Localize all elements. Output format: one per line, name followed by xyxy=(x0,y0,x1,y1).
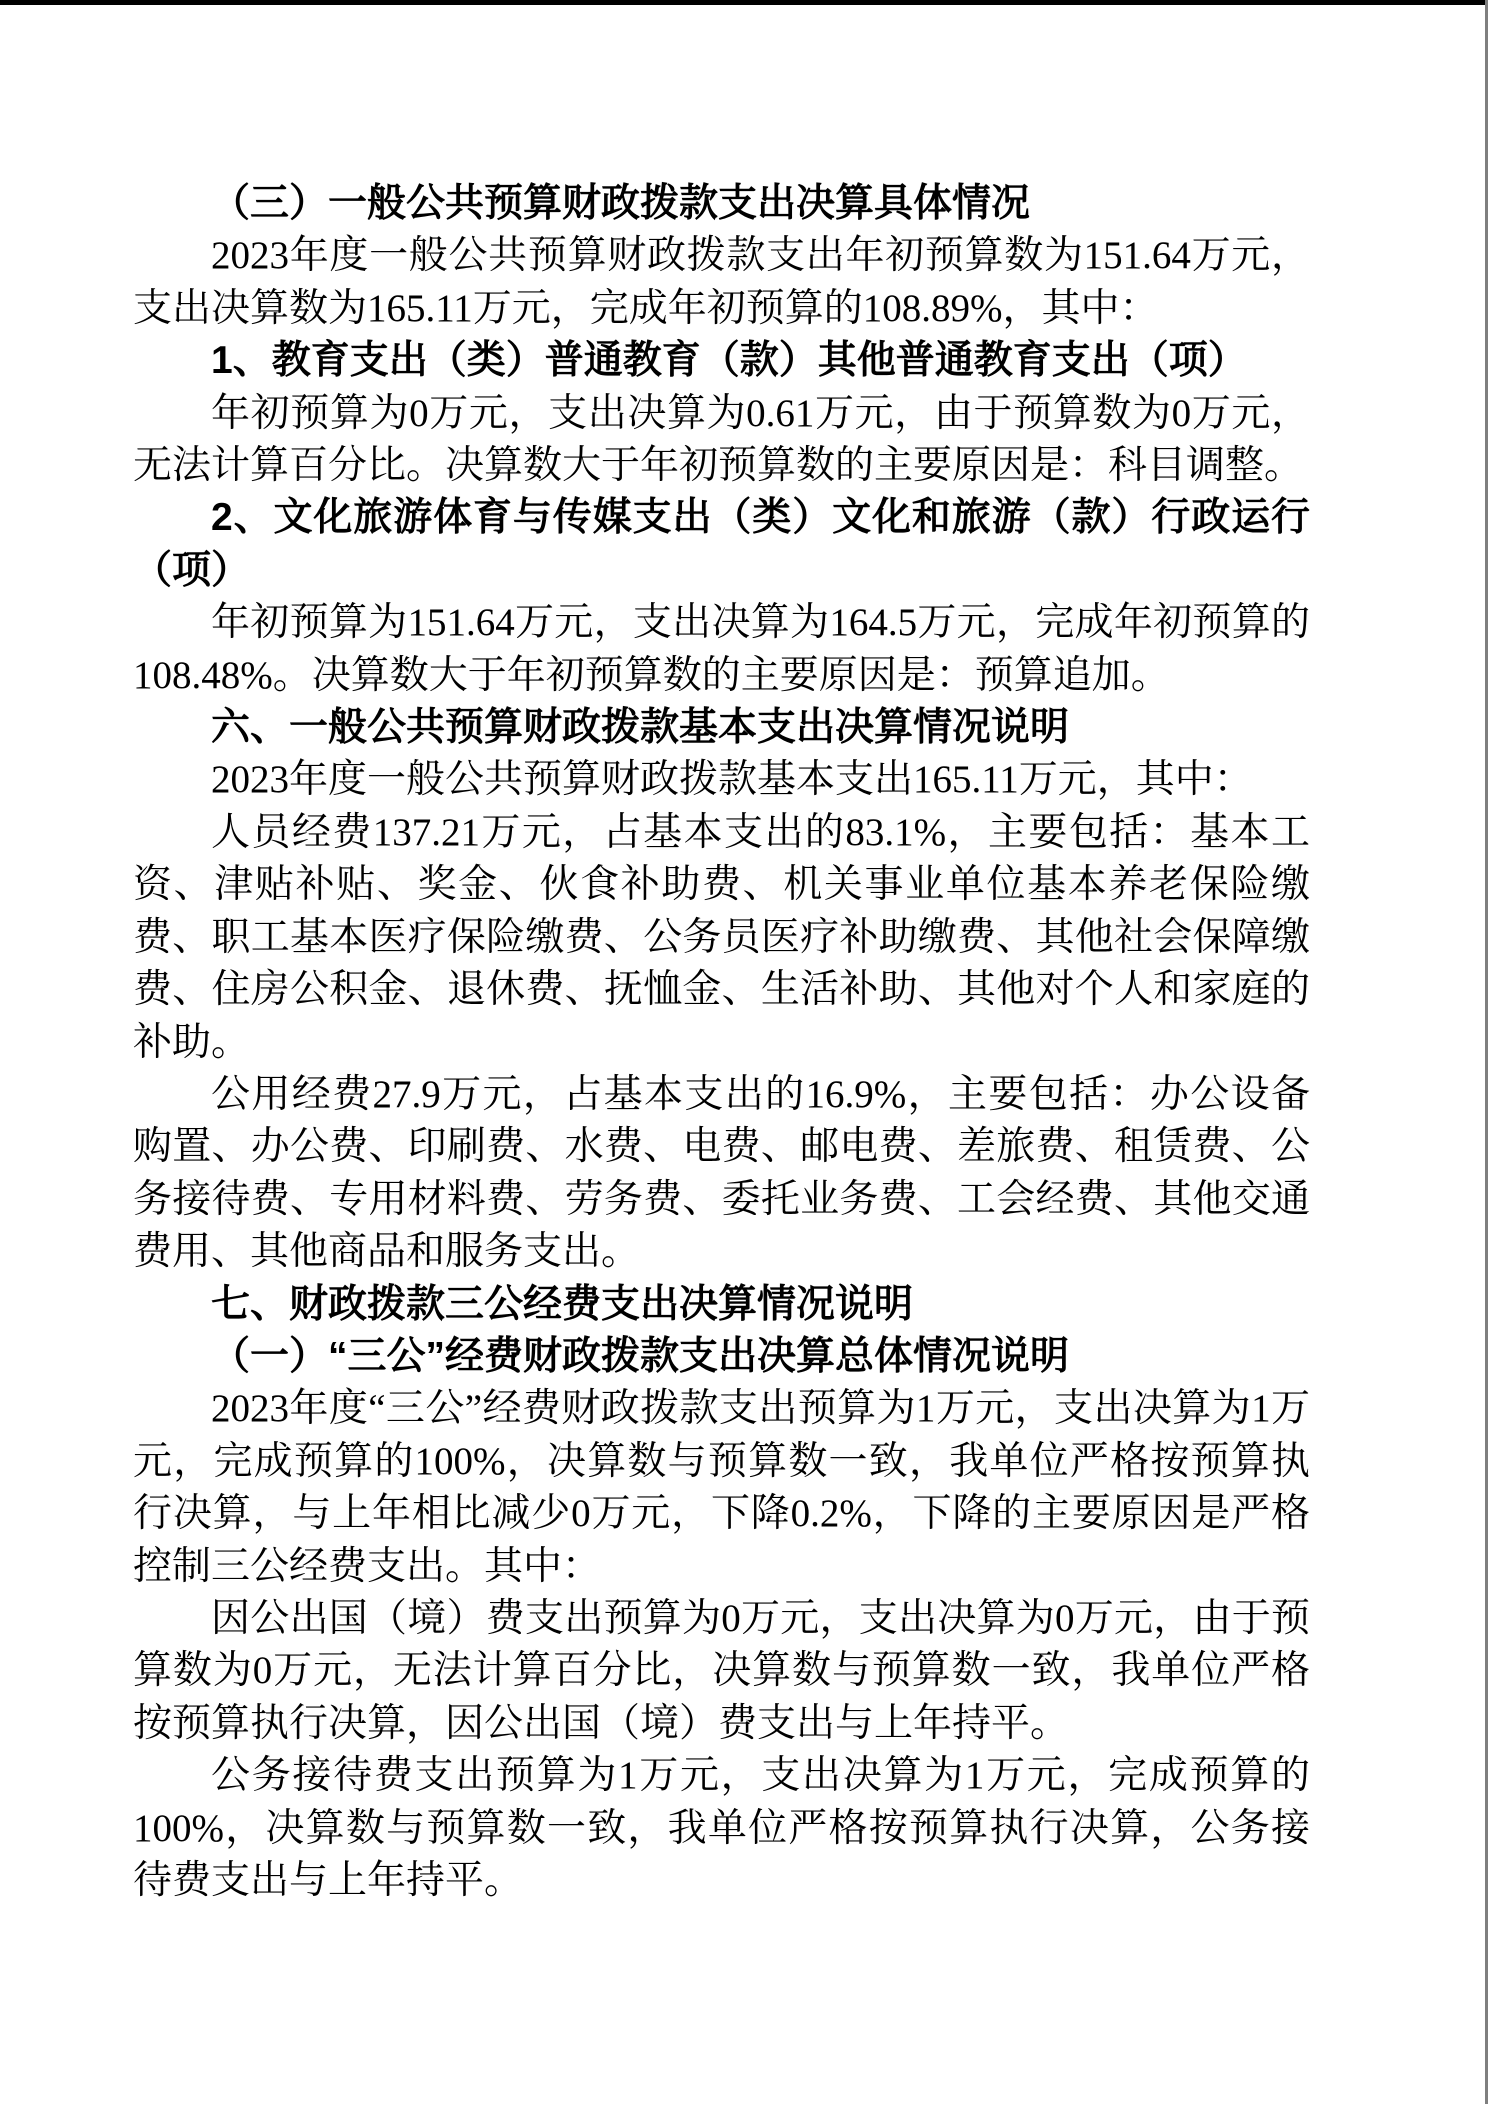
paragraph-budget-expenditure-summary: 2023年度一般公共预算财政拨款支出年初预算数为151.64万元，支出决算数为165.11万元，完成年初预算的108.89%，其中： xyxy=(133,234,1310,330)
paragraph-official-reception-expense-detail: 公务接待费支出预算为1万元，支出决算为1万元，完成预算的100%，决算数与预算数一致，我单位严格按预算执行决算，公务接待费支出与上年持平。 xyxy=(133,1754,1310,1902)
paragraph-culture-tourism-expenditure-detail: 年初预算为151.64万元，支出决算为164.5万元，完成年初预算的108.48%。决算数大于年初预算数的主要原因是：预算追加。 xyxy=(133,601,1310,697)
paragraph-public-expense-detail: 公用经费27.9万元，占基本支出的16.9%，主要包括：办公设备购置、办公费、印刷费、水费、电费、邮电费、差旅费、租赁费、公务接待费、专用材料费、劳务费、委托业务费、工会经费、其他交通费用、其他商品和服务支出。 xyxy=(133,1072,1310,1274)
section-heading-general-budget-expenditure-detail: （三）一般公共预算财政拨款支出决算具体情况 xyxy=(211,182,1031,225)
section-heading-basic-expenditure-explanation: 六、一般公共预算财政拨款基本支出决算情况说明 xyxy=(211,706,1070,750)
page-top-border xyxy=(0,0,1488,5)
section-heading-culture-tourism-expenditure: 2、文化旅游体育与传媒支出（类）文化和旅游（款）行政运行（项） xyxy=(133,496,1310,592)
paragraph-education-expenditure-detail: 年初预算为0万元，支出决算为0.61万元，由于预算数为0万元，无法计算百分比。决算数大于年初预算数的主要原因是：科目调整。 xyxy=(133,391,1310,488)
section-heading-three-public-overall: （一）“三公”经费财政拨款支出决算总体情况说明 xyxy=(211,1334,1070,1378)
paragraph-three-public-overall-detail: 2023年度“三公”经费财政拨款支出预算为1万元，支出决算为1万元，完成预算的100%，决算数与预算数一致，我单位严格按预算执行决算，与上年相比减少0万元，下降0.2%，下降的主要原因是严格控制三公经费支出。其中： xyxy=(133,1387,1310,1588)
paragraph-overseas-trip-expense-detail: 因公出国（境）费支出预算为0万元，支出决算为0万元，由于预算数为0万元，无法计算百分比，决算数与预算数一致，我单位严格按预算执行决算，因公出国（境）费支出与上年持平。 xyxy=(133,1596,1310,1745)
paragraph-personnel-expense-detail: 人员经费137.21万元，占基本支出的83.1%，主要包括：基本工资、津贴补贴、奖金、伙食补助费、机关事业单位基本养老保险缴费、职工基本医疗保险缴费、公务员医疗补助缴费、其他社会保障缴费、住房公积金、退休费、抚恤金、生活补助、其他对个人和家庭的补助。 xyxy=(133,810,1310,1064)
document-body xyxy=(133,178,1310,1907)
section-heading-three-public-expenses: 七、财政拨款三公经费支出决算情况说明 xyxy=(211,1282,914,1326)
paragraph-basic-expenditure-total: 2023年度一般公共预算财政拨款基本支出165.11万元，其中： xyxy=(211,758,1253,802)
section-heading-education-expenditure: 1、教育支出（类）普通教育（款）其他普通教育支出（项） xyxy=(211,339,1247,383)
